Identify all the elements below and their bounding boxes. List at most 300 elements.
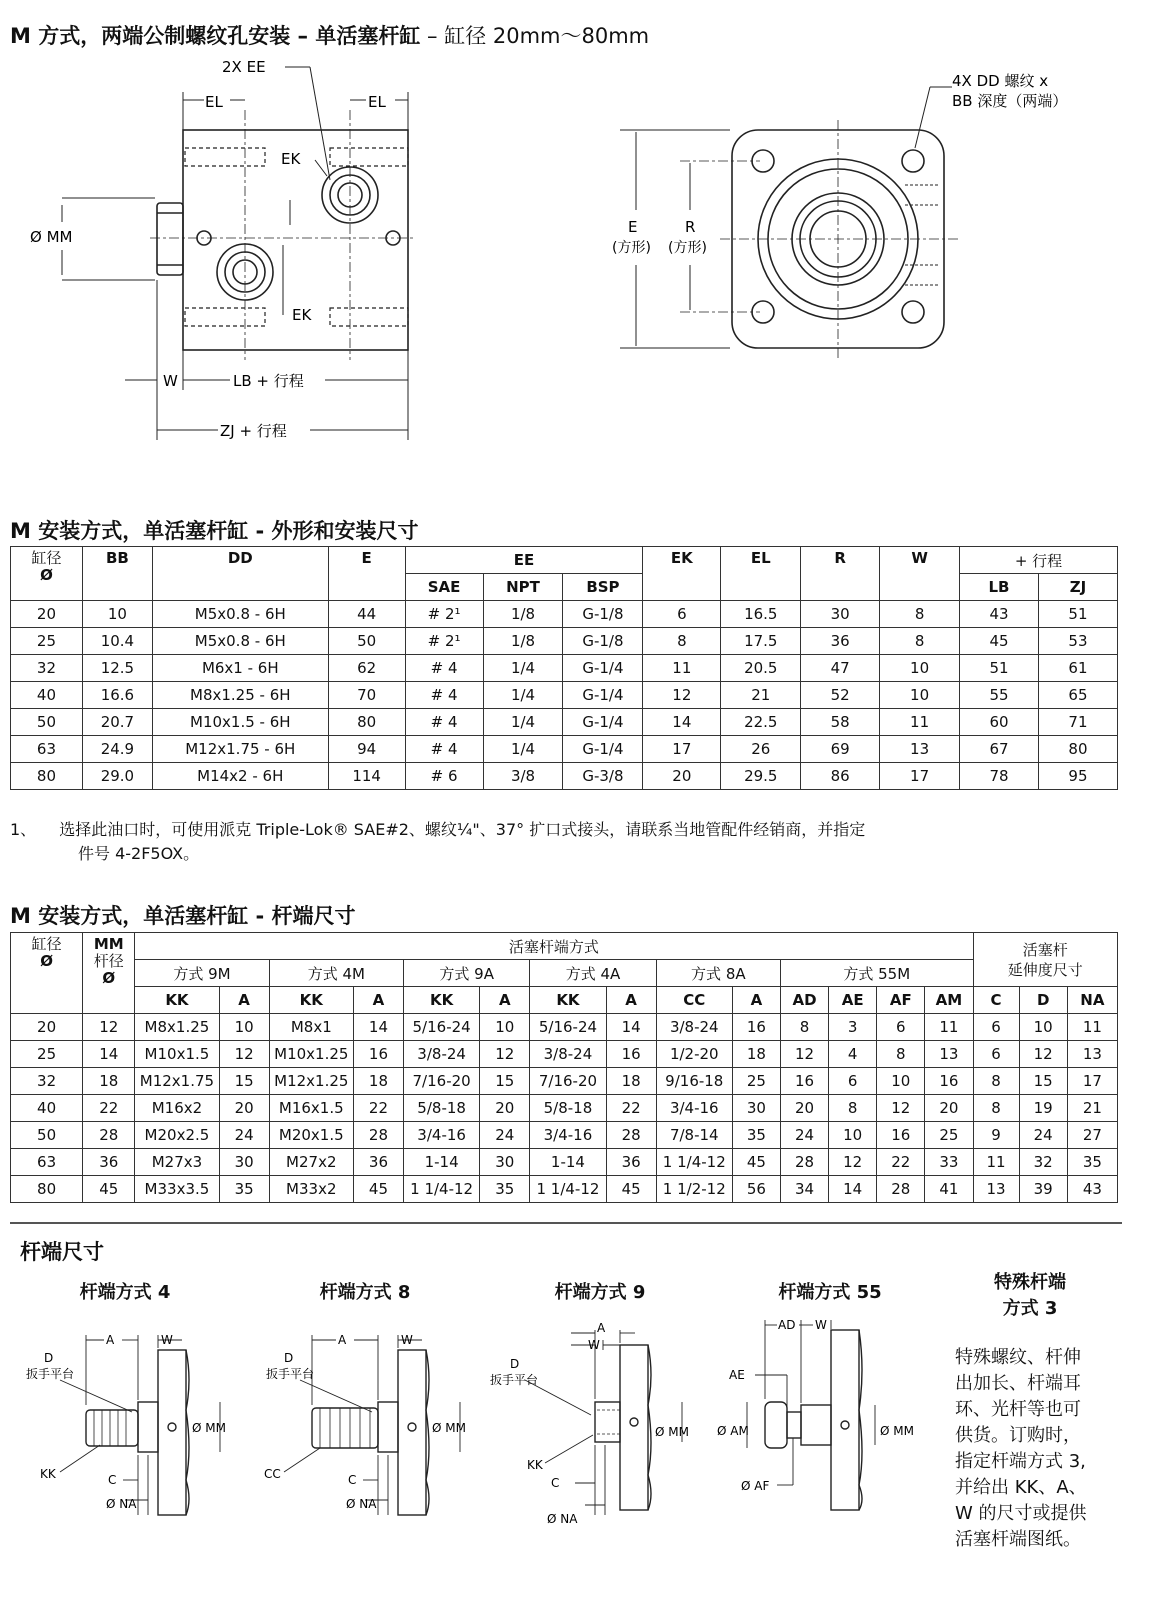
label-kk: KK	[40, 1467, 56, 1481]
rod-style-55-title: 杆端方式 55	[778, 1282, 882, 1303]
table-cell: 7/16-20	[404, 1068, 480, 1095]
table-cell: 30	[480, 1149, 530, 1176]
table-cell: 32	[11, 655, 83, 682]
table-cell: G-1/8	[563, 628, 643, 655]
col-sub-header: A	[732, 987, 780, 1014]
table-cell: 20.5	[721, 655, 801, 682]
cylinder-wall	[398, 1350, 426, 1515]
table-cell: 51	[1038, 601, 1117, 628]
table-cell: 45	[960, 628, 1039, 655]
table-cell: 13	[1067, 1041, 1117, 1068]
table-cell: # 4	[405, 682, 483, 709]
special-line: 并给出 KK、A、	[955, 1477, 1087, 1498]
table-cell: 5/8-18	[404, 1095, 480, 1122]
table-cell: G-1/4	[563, 682, 643, 709]
label-r: R	[685, 218, 696, 236]
table-cell: M16x2	[135, 1095, 219, 1122]
table-cell: 10	[1019, 1014, 1067, 1041]
table-cell: 25	[11, 628, 83, 655]
table-cell: M12x1.75	[135, 1068, 219, 1095]
footnote	[10, 818, 1120, 866]
label-c: C	[348, 1473, 357, 1487]
table-cell: 1-14	[404, 1149, 480, 1176]
table-cell: 60	[960, 709, 1039, 736]
table-cell: 80	[1038, 736, 1117, 763]
page-title	[10, 20, 649, 50]
table-cell: 28	[83, 1122, 135, 1149]
table-cell: 70	[328, 682, 405, 709]
table-cell: 30	[732, 1095, 780, 1122]
label-wrench-flat: 扳手平台	[490, 1373, 539, 1387]
table-row	[11, 1149, 1118, 1176]
table-cell: 8	[973, 1068, 1019, 1095]
label-e: E	[628, 218, 638, 236]
table-cell: M14x2 - 6H	[152, 763, 328, 790]
table-cell: 36	[353, 1149, 403, 1176]
table-cell: 22	[83, 1095, 135, 1122]
col-e: E	[328, 547, 405, 601]
table-cell: 94	[328, 736, 405, 763]
col-dd: DD	[152, 547, 328, 601]
label-na: Ø NA	[106, 1497, 137, 1511]
col-mm: MM 杆径 Ø	[83, 933, 135, 1014]
col-sub-header: AE	[829, 987, 877, 1014]
table-cell: 3/8-24	[530, 1041, 606, 1068]
col-style-4a: 方式 4A	[530, 960, 656, 987]
label-mm: Ø MM	[192, 1421, 226, 1435]
table-cell: 7/8-14	[656, 1122, 732, 1149]
table-cell: G-1/4	[563, 736, 643, 763]
table-cell: 28	[353, 1122, 403, 1149]
table-cell: 36	[606, 1149, 656, 1176]
table-cell: 30	[801, 601, 880, 628]
table-cell: M6x1 - 6H	[152, 655, 328, 682]
table-cell: M10x1.25	[269, 1041, 353, 1068]
table-cell: 16	[353, 1041, 403, 1068]
table-cell: 10	[829, 1122, 877, 1149]
table-cell: G-1/4	[563, 655, 643, 682]
table-cell: 3/4-16	[530, 1122, 606, 1149]
label-a: A	[597, 1321, 606, 1335]
table-cell: 95	[1038, 763, 1117, 790]
table-cell: 50	[328, 628, 405, 655]
table-cell: 69	[801, 736, 880, 763]
col-style-55m: 方式 55M	[781, 960, 974, 987]
col-el: EL	[721, 547, 801, 601]
col-sub-header: C	[973, 987, 1019, 1014]
table-cell: G-3/8	[563, 763, 643, 790]
label-cc: CC	[264, 1467, 281, 1481]
section-divider	[10, 1222, 1122, 1224]
table-cell: 29.5	[721, 763, 801, 790]
table-cell: 12	[219, 1041, 269, 1068]
label-w: W	[401, 1333, 413, 1347]
table-row	[11, 709, 1118, 736]
table-cell: 3/4-16	[656, 1095, 732, 1122]
rod-style-9-drawing	[485, 1315, 715, 1530]
table-cell: 1/4	[483, 736, 563, 763]
table-cell: 10	[880, 682, 960, 709]
table-cell: 32	[1019, 1149, 1067, 1176]
table-row	[11, 1014, 1118, 1041]
rod-style-4-drawing	[20, 1320, 250, 1530]
table-cell: 36	[83, 1149, 135, 1176]
table-cell: 13	[925, 1041, 973, 1068]
table-cell: 12	[480, 1041, 530, 1068]
table-cell: M8x1	[269, 1014, 353, 1041]
col-npt: NPT	[483, 574, 563, 601]
table-cell: 5/16-24	[530, 1014, 606, 1041]
table-cell: 12	[781, 1041, 829, 1068]
col-sub-header: KK	[135, 987, 219, 1014]
col-r: R	[801, 547, 880, 601]
table-cell: 8	[781, 1014, 829, 1041]
table-cell: M10x1.5	[135, 1041, 219, 1068]
table-cell: 80	[11, 1176, 83, 1203]
special-rod-description	[955, 1345, 1125, 1553]
table-cell: 56	[732, 1176, 780, 1203]
label-e-square: (方形)	[612, 240, 651, 256]
table-cell: 21	[1067, 1095, 1117, 1122]
table-cell: 10	[219, 1014, 269, 1041]
table-cell: 53	[1038, 628, 1117, 655]
table-cell: 45	[606, 1176, 656, 1203]
label-c: C	[108, 1473, 117, 1487]
label-lb: LB + 行程	[233, 372, 304, 390]
label-bb-depth: BB 深度（两端）	[952, 92, 1068, 110]
col-sub-header: KK	[404, 987, 480, 1014]
label-mm: Ø MM	[30, 228, 73, 246]
table-cell: 3	[829, 1014, 877, 1041]
table-cell: 20	[480, 1095, 530, 1122]
table-cell: 11	[1067, 1014, 1117, 1041]
table-cell: 114	[328, 763, 405, 790]
table-cell: 1/8	[483, 628, 563, 655]
col-bore: 缸径 Ø	[11, 933, 83, 1014]
table-row	[11, 1122, 1118, 1149]
col-sub-header: AD	[781, 987, 829, 1014]
cylinder-end-view-drawing	[600, 60, 1120, 360]
label-d: D	[510, 1357, 520, 1371]
footnote-number: 1、	[10, 820, 37, 839]
table-cell: 8	[643, 628, 721, 655]
table-cell: 51	[960, 655, 1039, 682]
table-cell: 11	[925, 1014, 973, 1041]
table-cell: M8x1.25	[135, 1014, 219, 1041]
table-cell: 45	[732, 1149, 780, 1176]
cylinder-wall	[158, 1350, 186, 1515]
rod-section-title: 杆端尺寸	[20, 1240, 104, 1264]
table-cell: 11	[973, 1149, 1019, 1176]
label-ek-bottom: EK	[292, 306, 312, 324]
table-cell: 15	[1019, 1068, 1067, 1095]
mounting-dimensions-table	[10, 546, 1118, 790]
cylinder-wall	[831, 1330, 859, 1510]
table-cell: 8	[829, 1095, 877, 1122]
col-bsp: BSP	[563, 574, 643, 601]
label-mm: Ø MM	[655, 1425, 689, 1439]
table-cell: 26	[721, 736, 801, 763]
table-cell: M5x0.8 - 6H	[152, 628, 328, 655]
table-cell: 20	[219, 1095, 269, 1122]
table-cell: 7/16-20	[530, 1068, 606, 1095]
table-cell: 25	[11, 1041, 83, 1068]
table-cell: 16	[732, 1014, 780, 1041]
label-am: Ø AM	[717, 1424, 749, 1438]
col-style-9a: 方式 9A	[404, 960, 530, 987]
table-cell: 35	[732, 1122, 780, 1149]
table-cell: 33	[925, 1149, 973, 1176]
table-cell: 78	[960, 763, 1039, 790]
table-cell: 28	[606, 1122, 656, 1149]
label-r-square: (方形)	[668, 240, 707, 256]
table-cell: M8x1.25 - 6H	[152, 682, 328, 709]
table-cell: 3/8-24	[656, 1014, 732, 1041]
table-cell: 39	[1019, 1176, 1067, 1203]
table-cell: 24	[219, 1122, 269, 1149]
table-cell: 17.5	[721, 628, 801, 655]
table-cell: 16	[877, 1122, 925, 1149]
label-a: A	[338, 1333, 347, 1347]
table-cell: 12	[829, 1149, 877, 1176]
table-cell: 16	[925, 1068, 973, 1095]
label-wrench-flat: 扳手平台	[26, 1367, 75, 1381]
table-cell: 20	[11, 1014, 83, 1041]
table-cell: 24	[781, 1122, 829, 1149]
special-line: W 的尺寸或提供	[955, 1503, 1087, 1524]
label-w: W	[161, 1333, 173, 1347]
col-rod-extension: 活塞杆 延伸度尺寸	[973, 933, 1118, 987]
table-cell: 4	[829, 1041, 877, 1068]
col-lb: LB	[960, 574, 1039, 601]
table-cell: 14	[353, 1014, 403, 1041]
label-zj: ZJ + 行程	[220, 422, 287, 440]
table-cell: M20x2.5	[135, 1122, 219, 1149]
table-cell: M12x1.75 - 6H	[152, 736, 328, 763]
special-line: 出加长、杆端耳	[955, 1373, 1081, 1394]
table-cell: 30	[219, 1149, 269, 1176]
rod-style-4-title: 杆端方式 4	[79, 1282, 171, 1303]
table-cell: # 2¹	[405, 601, 483, 628]
label-ek-top: EK	[281, 150, 301, 168]
table-cell: 41	[925, 1176, 973, 1203]
table-cell: 9/16-18	[656, 1068, 732, 1095]
table-cell: 45	[353, 1176, 403, 1203]
table-cell: 24.9	[82, 736, 152, 763]
table-cell: 12	[877, 1095, 925, 1122]
table-cell: M27x3	[135, 1149, 219, 1176]
table-cell: 58	[801, 709, 880, 736]
table-cell: 22	[877, 1149, 925, 1176]
table-cell: 35	[480, 1176, 530, 1203]
col-ee: EE	[405, 547, 643, 574]
table-cell: 52	[801, 682, 880, 709]
table1-title: M 安装方式，单活塞杆缸 - 外形和安装尺寸	[10, 519, 419, 543]
table-cell: M5x0.8 - 6H	[152, 601, 328, 628]
table-cell: 61	[1038, 655, 1117, 682]
table-cell: 20	[781, 1095, 829, 1122]
label-c: C	[551, 1476, 560, 1490]
table-cell: 12	[1019, 1041, 1067, 1068]
table-cell: 19	[1019, 1095, 1067, 1122]
label-d: D	[44, 1351, 54, 1365]
table2-title: M 安装方式，单活塞杆缸 - 杆端尺寸	[10, 904, 356, 928]
table-cell: 14	[83, 1041, 135, 1068]
table-cell: 16.5	[721, 601, 801, 628]
table-cell: 12.5	[82, 655, 152, 682]
footnote-line1: 选择此油口时，可使用派克 Triple-Lok® SAE#2、螺纹¼"、37° 扩口式接头，请联系当地管配件经销商，并指定	[59, 820, 866, 839]
table-cell: 25	[925, 1122, 973, 1149]
col-ek: EK	[643, 547, 721, 601]
table-cell: 13	[973, 1176, 1019, 1203]
table-cell: M16x1.5	[269, 1095, 353, 1122]
col-bb: BB	[82, 547, 152, 601]
col-style-4m: 方式 4M	[269, 960, 403, 987]
label-2x-ee: 2X EE	[222, 58, 266, 76]
title-bore-range: – 缸径 20mm～80mm	[420, 24, 650, 48]
label-mm: Ø MM	[880, 1424, 914, 1438]
table-cell: 20.7	[82, 709, 152, 736]
special-line: 活塞杆端图纸。	[955, 1529, 1081, 1550]
col-bore: 缸径 Ø	[11, 547, 83, 601]
table-cell: 1-14	[530, 1149, 606, 1176]
table-cell: 28	[781, 1149, 829, 1176]
rod-style-55-drawing	[715, 1315, 945, 1525]
table-cell: 12	[643, 682, 721, 709]
table-cell: 10.4	[82, 628, 152, 655]
table-cell: 22	[606, 1095, 656, 1122]
table-cell: M33x3.5	[135, 1176, 219, 1203]
table-cell: 8	[880, 628, 960, 655]
table-cell: 34	[781, 1176, 829, 1203]
table-cell: 6	[973, 1014, 1019, 1041]
table-cell: 29.0	[82, 763, 152, 790]
col-sub-header: KK	[269, 987, 353, 1014]
table-cell: 15	[219, 1068, 269, 1095]
col-style-9m: 方式 9M	[135, 960, 269, 987]
table-cell: 45	[83, 1176, 135, 1203]
table-cell: 3/8-24	[404, 1041, 480, 1068]
table-row	[11, 682, 1118, 709]
table-cell: 16	[781, 1068, 829, 1095]
table-cell: 18	[83, 1068, 135, 1095]
label-w: W	[163, 372, 178, 390]
table-cell: # 4	[405, 736, 483, 763]
table-cell: 24	[480, 1122, 530, 1149]
col-sub-header: CC	[656, 987, 732, 1014]
table-cell: 17	[880, 763, 960, 790]
table-cell: 3/4-16	[404, 1122, 480, 1149]
table-cell: 71	[1038, 709, 1117, 736]
label-ad: AD	[778, 1318, 796, 1332]
table-cell: 21	[721, 682, 801, 709]
table-cell: 3/8	[483, 763, 563, 790]
table-cell: 9	[973, 1122, 1019, 1149]
table-cell: 55	[960, 682, 1039, 709]
col-w: W	[880, 547, 960, 601]
table-cell: 10	[877, 1068, 925, 1095]
label-ae: AE	[729, 1368, 745, 1382]
label-kk: KK	[527, 1458, 543, 1472]
col-rod-end-style: 活塞杆端方式	[135, 933, 973, 960]
table-cell: 20	[925, 1095, 973, 1122]
table-cell: 8	[973, 1095, 1019, 1122]
col-sub-header: A	[480, 987, 530, 1014]
col-style-8a: 方式 8A	[656, 960, 780, 987]
table-cell: 25	[732, 1068, 780, 1095]
title-main: M 方式，两端公制螺纹孔安装 – 单活塞杆缸	[10, 24, 421, 48]
table-cell: 22.5	[721, 709, 801, 736]
table-cell: 14	[829, 1176, 877, 1203]
col-sub-header: D	[1019, 987, 1067, 1014]
table-cell: 1/4	[483, 709, 563, 736]
table-cell: # 2¹	[405, 628, 483, 655]
table-row	[11, 628, 1118, 655]
table-cell: 1 1/4-12	[404, 1176, 480, 1203]
table-cell: 50	[11, 1122, 83, 1149]
col-plus-stroke: + 行程	[960, 547, 1118, 574]
rod-style-8-title: 杆端方式 8	[319, 1282, 411, 1303]
table-cell: 80	[328, 709, 405, 736]
special-line: 供货。订购时，	[955, 1425, 1081, 1446]
col-sub-header: AF	[877, 987, 925, 1014]
footnote-line2: 件号 4-2F5OX。	[78, 844, 200, 863]
table-cell: 27	[1067, 1122, 1117, 1149]
table-cell: 6	[829, 1068, 877, 1095]
table-cell: 35	[219, 1176, 269, 1203]
table-cell: 35	[1067, 1149, 1117, 1176]
table-cell: 44	[328, 601, 405, 628]
table-cell: 6	[973, 1041, 1019, 1068]
table-cell: 6	[877, 1014, 925, 1041]
table-cell: 40	[11, 682, 83, 709]
table-cell: 5/8-18	[530, 1095, 606, 1122]
table-cell: 8	[880, 601, 960, 628]
table-cell: 1/4	[483, 682, 563, 709]
table-cell: 32	[11, 1068, 83, 1095]
table-cell: 86	[801, 763, 880, 790]
table-cell: 18	[353, 1068, 403, 1095]
special-line: 指定杆端方式 3,	[955, 1451, 1086, 1472]
table-row	[11, 1176, 1118, 1203]
table-cell: 50	[11, 709, 83, 736]
table-cell: 16	[606, 1041, 656, 1068]
table-cell: # 6	[405, 763, 483, 790]
label-af: Ø AF	[741, 1479, 770, 1493]
table-cell: 1 1/4-12	[656, 1149, 732, 1176]
table-row	[11, 1041, 1118, 1068]
table-row	[11, 601, 1118, 628]
table-cell: 36	[801, 628, 880, 655]
table-cell: 1/2-20	[656, 1041, 732, 1068]
table-row	[11, 1068, 1118, 1095]
table-cell: 11	[880, 709, 960, 736]
table-cell: 20	[643, 763, 721, 790]
table-cell: M33x2	[269, 1176, 353, 1203]
table-cell: 22	[353, 1095, 403, 1122]
table-cell: 28	[877, 1176, 925, 1203]
table-cell: # 4	[405, 709, 483, 736]
table-cell: 14	[643, 709, 721, 736]
table-cell: 1 1/4-12	[530, 1176, 606, 1203]
label-el-right: EL	[368, 93, 386, 111]
label-a: A	[106, 1333, 115, 1347]
label-na: Ø NA	[547, 1512, 578, 1526]
rod-style-8-drawing	[260, 1320, 490, 1530]
table-cell: 17	[1067, 1068, 1117, 1095]
table-cell: M12x1.25	[269, 1068, 353, 1095]
label-w: W	[588, 1338, 600, 1352]
